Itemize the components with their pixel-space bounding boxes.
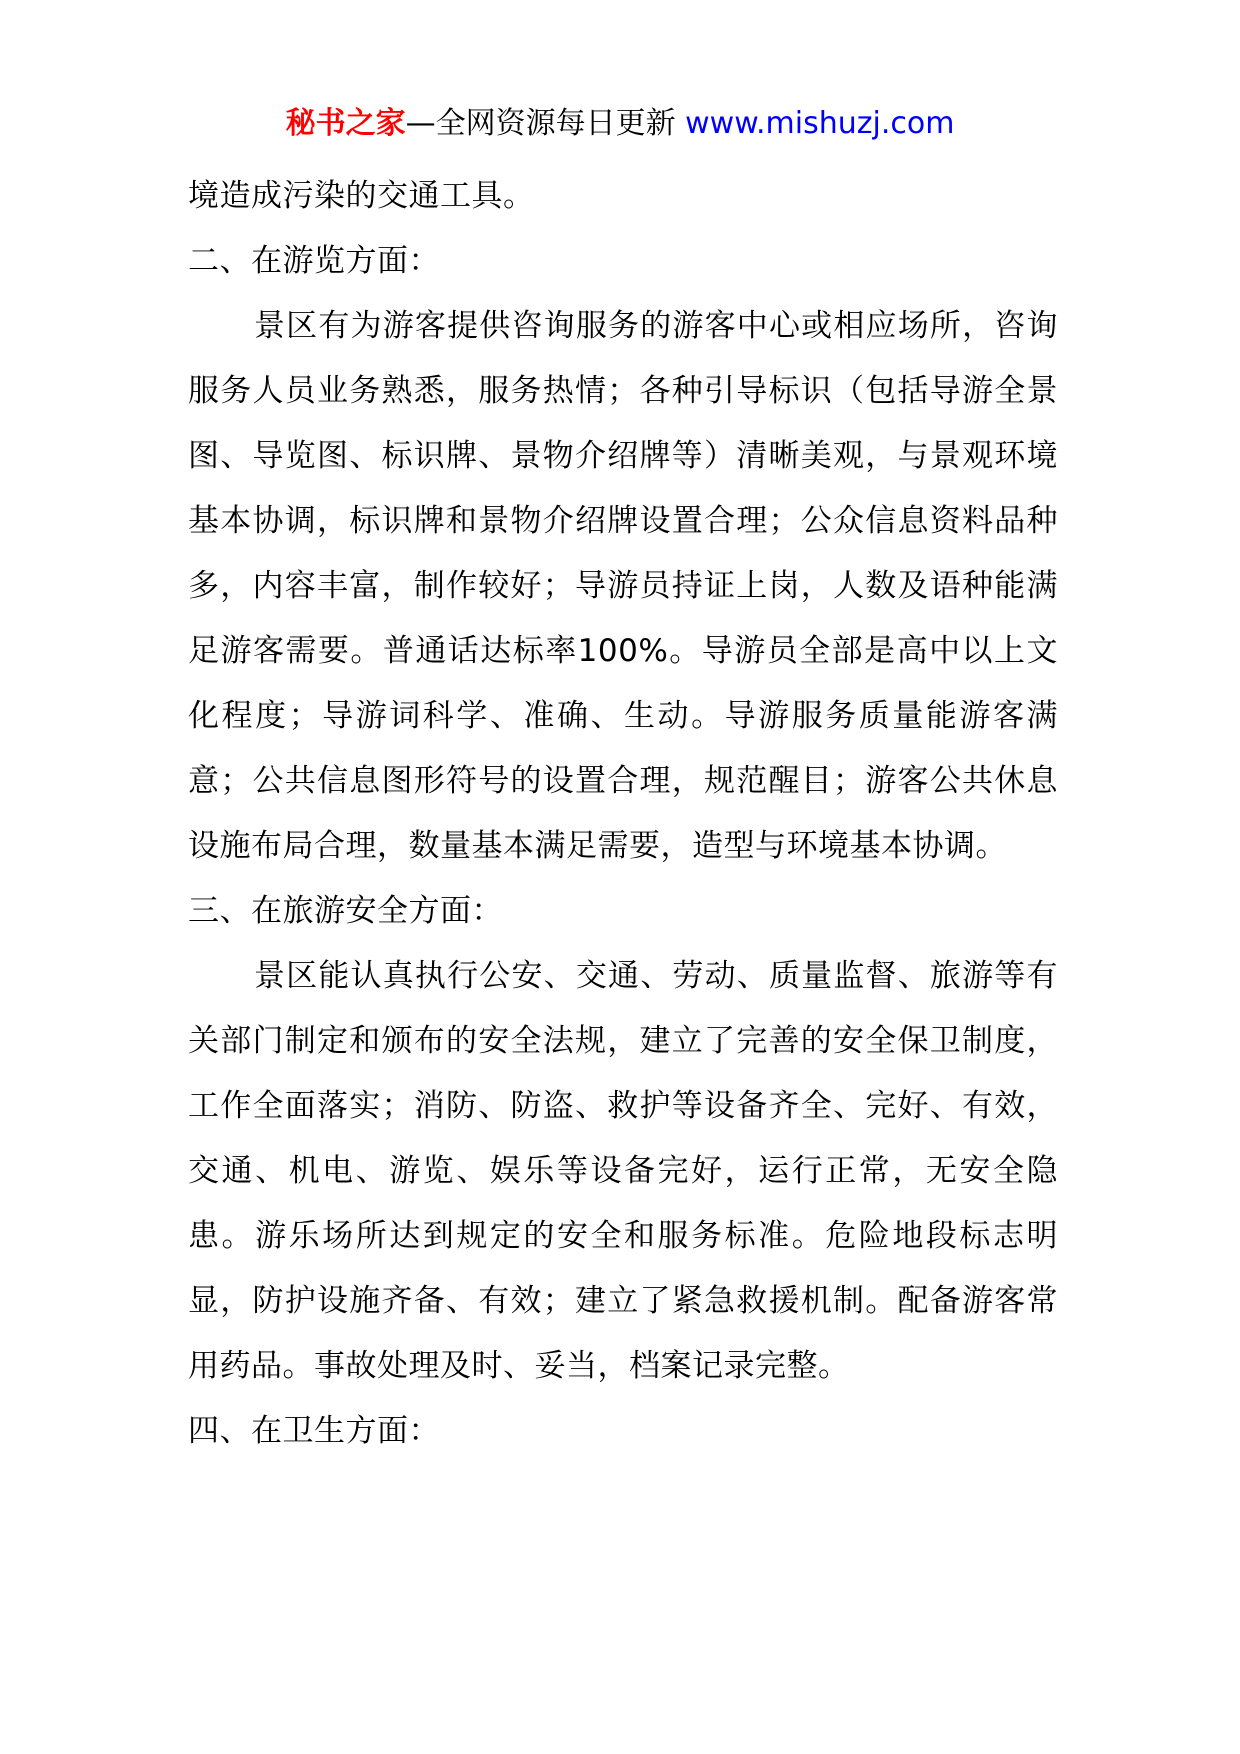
- paragraph-safety: 景区能认真执行公安、交通、劳动、质量监督、旅游等有关部门制定和颁布的安全法规，建立了完善的安全保卫制度，工作全面落实；消防、防盗、救护等设备齐全、完好、有效，交通、机电、游览、娱乐等设备完好，运行正常，无安全隐患。游乐场所达到规定的安全和服务标准。危险地段标志明显，防护设施齐备、有效；建立了紧急救援机制。配备游客常用药品。事故处理及时、妥当，档案记录完整。: [188, 958, 1058, 1384]
- page-header: [0, 100, 1240, 148]
- section-heading-sightseeing: 二、在游览方面：: [188, 243, 440, 279]
- header-tagline: —全网资源每日更新: [405, 106, 676, 141]
- website-link[interactable]: www.mishuzj.com: [685, 106, 955, 141]
- section-heading-safety: 三、在旅游安全方面：: [188, 893, 503, 929]
- document-body: [188, 164, 1058, 1464]
- brand-name: 秘书之家: [285, 106, 406, 141]
- paragraph-sightseeing: 景区有为游客提供咨询服务的游客中心或相应场所，咨询服务人员业务熟悉，服务热情；各种引导标识（包括导游全景图、导览图、标识牌、景物介绍牌等）清晰美观，与景观环境基本协调，标识牌和景物介绍牌设置合理；公众信息资料品种多，内容丰富，制作较好；导游员持证上岗，人数及语种能满足游客需要。普通话达标率100%。导游员全部是高中以上文化程度；导游词科学、准确、生动。导游服务质量能游客满意；公共信息图形符号的设置合理，规范醒目；游客公共休息设施布局合理，数量基本满足需要，造型与环境基本协调。: [188, 308, 1058, 864]
- paragraph-continuation: 境造成污染的交通工具。: [188, 178, 535, 214]
- section-heading-hygiene: 四、在卫生方面：: [188, 1413, 440, 1449]
